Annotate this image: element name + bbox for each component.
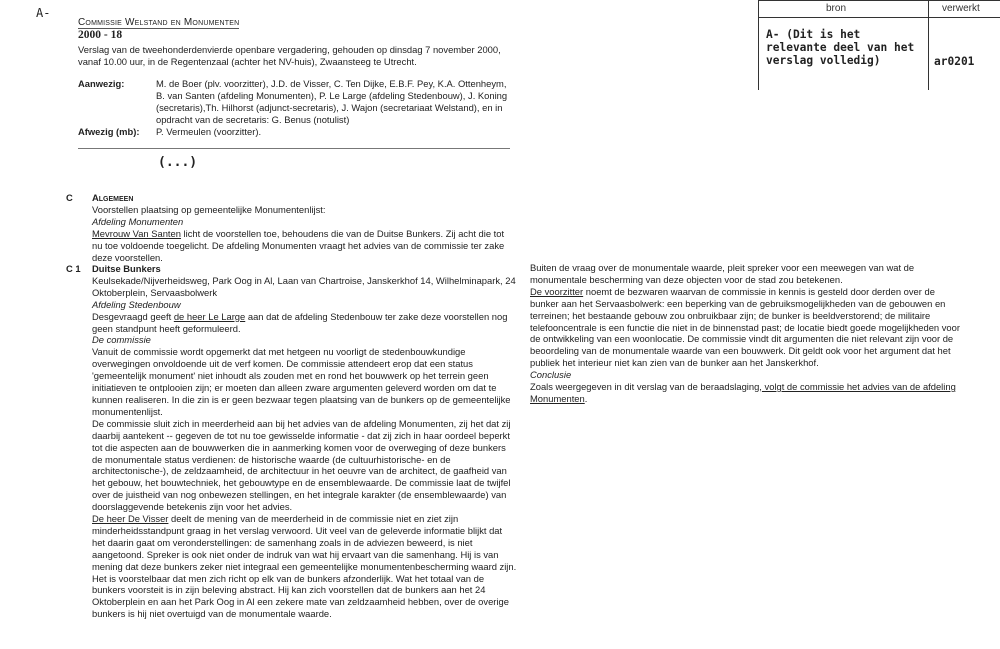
present-list: M. de Boer (plv. voorzitter), J.D. de Visser, C. Ten Dijke, E.B.F. Pey, K.A. Ottenheym, B. van Santen (afdeling Monumenten), P. Le Large (afdeling Stedenbouw), J. Koning (secretaris),Th. Hilhorst (adjunct-secretaris), J. Wajon (secretariaat Welstand), en in opdracht van de secretaris: G. Benus (notulist) (156, 78, 508, 125)
section-c1-letter: C 1 (66, 263, 81, 274)
report-number: 2000 - 18 (78, 29, 123, 41)
header-divider (78, 148, 510, 149)
absent-list: P. Vermeulen (voorzitter). (156, 126, 262, 137)
section-c1-paragraph-4: De heer De Visser deelt de mening van de meerderheid in de commissie niet en ziet zijn minderheidsstandpunt graag in het verslag verwoord. Uit veel van de geleverde informatie blijkt dat het daarin gaat om veronderstellingen: de samenhang zoals in de adviezen beweerd, is niet aangetoond. Spreker is ook niet onder de indruk van wat hij ervaart van die samenhang. Hij is van mening dat deze bunkers zeker niet integraal een gemeentelijke monumentenbescherming waard zijn. Het is voorstelbaar dat men zich richt op elk van de bunkers afzonderlijk. Wat het totaal van de bunkers voorsteit is in zijn beleving abstract. Hij kan zich voorstellen dat de bunkers aan het 24 Oktoberplein en aan het Park Oog in Al een zekere mate van zeldzaamheid hebben, over de overige bunkers is hij niet overtuigd van de monumentale waarde. (92, 513, 517, 620)
section-c (92, 192, 517, 263)
source-table (758, 0, 1000, 90)
reference-code: ar0201 (934, 55, 975, 68)
section-c1-paragraph-3: De commissie sluit zich in meerderheid aan bij het advies van de afdeling Monumenten, zij het dat zij daarbij aantekent -- gegeven de tot nu toe gewisselde informatie - dat zij zich in haar oordeel beperkt tot die aspecten aan de bouwwerken die in aanmerking komen voor de overweging of deze bunkers de monumentale status verdienen: de historische waarde (de cultuurhistorische- en de architectonische-), de zeldzaamheid, de architectuur in het oeuvre van de architect, de gaafheid van het gebouw, het bouwtechniek, het gebouwtype en de ensemblewaarde. De commissie laat de twijfel over de juistheid van nog onbewezen stellingen, en het integrale karakter (de ensemblewaarde) van doorslaggevende betekenis zijn voor het advies. (92, 417, 511, 513)
section-c1 (92, 263, 517, 620)
conclusion-text: Zoals weergegeven in dit verslag van de beraadslaging, volgt de commissie het advies van de afdeling Monumenten. (530, 381, 956, 404)
speaker-voorzitter: De voorzitter (530, 285, 584, 297)
absent-label: Afwezig (mb): (78, 126, 140, 137)
right-column (530, 262, 960, 405)
intro-text: Verslag van de tweehonderdenvierde openbare vergadering, gehouden op dinsdag 7 november 2000, vanaf 10.00 uur, in de Regentenzaal (achter het NV-huis), Zwaansteeg te Utrecht. (78, 44, 501, 67)
section-c1-sub-commissie: De commissie (92, 334, 151, 346)
present-label: Aanwezig: (78, 78, 125, 89)
right-paragraph-1: Buiten de vraag over de monumentale waarde, pleit spreker voor een meewegen van wat de monumentale bescherming van deze objecten voor de stad zou betekenen. (530, 262, 915, 285)
section-c-paragraph: Mevrouw Van Santen licht de voorstellen toe, behoudens die van de Duitse Bunkers. Zij acht die tot nu toe voldoende toegelicht. De afdeling Monumenten vraagt het advies van de commissie ter zake deze voorstellen. (92, 227, 505, 263)
section-c-title: Algemeen (92, 192, 134, 203)
speaker-le-large: de heer Le Large (173, 310, 246, 322)
conclusion-heading: Conclusie (530, 369, 572, 381)
speaker-de-visser: De heer De Visser (92, 513, 169, 525)
section-c1-paragraph-2: Vanuit de commissie wordt opgemerkt dat met hetgeen nu voorligt de stedenbouwkundige overwegingen onvoldoende uit de verf komen. De commissie attendeert erop dat een status 'gemeentelijk monument' niet inhoudt als zouden met en rond het bouwwerk op het terrein geen initiatieven te ontplooien zijn; er moeten dan alleen zware argumenten geleverd worden om dat te kunnen realiseren. In die zin is er geen bezwaar tegen plaatsing van de bunkers op de gemeentelijke monumentenlijst. (92, 346, 511, 417)
column-bron: bron (826, 3, 847, 14)
right-paragraph-2: De voorzitter noemt de bezwaren waarvan de commissie in kennis is gesteld door derden over de bunker aan het Servaasbolwerk: een beperking van de gebruiksmogelijkheden van de gebouwen en terreinen; het bestaande gebouw zou onbruikbaar zijn; de bunker is beeldverstorend; de militaire telefooncentrale is een functie die niet in de binnenstad past; de locatie biedt goede mogelijkheden voor de ontwikkeling van een woonlocatie. De commissie vindt dit argumenten die niet relevant zijn voor de beoordeling van de monumentale waarde van een bouwwerk. Dit geldt ook voor het argument dat het publiek het interieur niet kan zien van de bunker aan het Janskerkhof. (530, 285, 960, 369)
omission-marker: (...) (158, 155, 198, 170)
organisation-title: Commissie Welstand en Monumenten (78, 17, 240, 28)
section-c1-sub-stedenbouw: Afdeling Stedenbouw (92, 298, 181, 310)
column-verwerkt: verwerkt (942, 3, 980, 14)
section-c1-paragraph-1: Desgevraagd geeft de heer Le Large aan dat de afdeling Stedenbouw ter zake deze voorstellen nog geen standpunt heeft geformuleerd. (92, 310, 508, 334)
source-note: A- (Dit is het relevante deel van het verslag volledig) (766, 28, 915, 67)
section-c1-address: Keulsekade/Nijverheidsweg, Park Oog in Al, Laan van Chartroise, Janskerkhof 14, Wilhelminapark, 24 Oktoberplein, Servaasbolwerk (92, 274, 516, 298)
section-c1-title: Duitse Bunkers (92, 263, 161, 274)
speaker-van-santen: Mevrouw Van Santen (92, 227, 181, 239)
section-c-letter: C (66, 192, 73, 203)
section-c-line: Voorstellen plaatsing op gemeentelijke Monumentenlijst: (92, 203, 326, 215)
section-c-sub: Afdeling Monumenten (92, 215, 184, 227)
document-marker: A- (36, 6, 51, 20)
